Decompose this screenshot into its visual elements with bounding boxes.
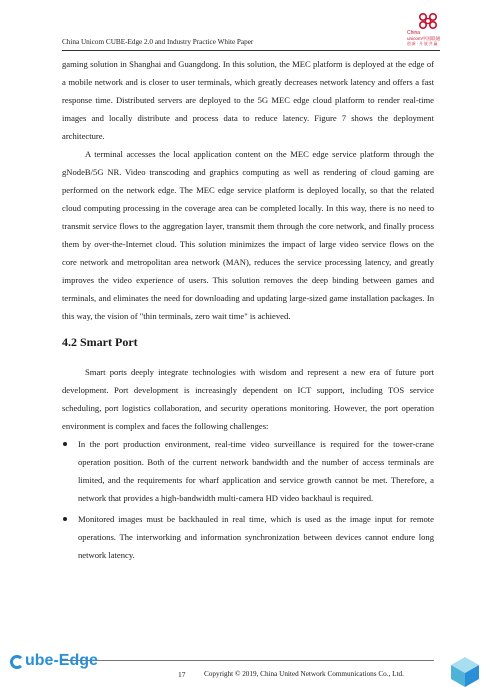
c-ring-icon (10, 655, 24, 669)
footer-brand: ube-Edge (25, 652, 98, 669)
cube-icon (448, 655, 482, 689)
page-body (62, 55, 434, 567)
logo-line-3: 创 新 · 开 放 共 赢 (407, 42, 438, 46)
list-item-text: In the port production environment, real-time video surveillance is required for the tower-crane operation position. Both of the current network bandwidth and the number of access terminals are limited, and the requirements for wharf application and service growth cannot be met. Therefore, a network that provides a high-bandwidth multi-camera HD video backhaul is required. (78, 439, 434, 503)
bullet-icon (63, 442, 67, 446)
logo-line-1: China (407, 30, 421, 36)
section-heading: 4.2 Smart Port (62, 335, 138, 349)
logo-line-2: unicom中国联通 (407, 36, 441, 41)
page-number: 17 (178, 670, 186, 679)
china-unicom-logo (407, 12, 447, 48)
bullet-icon (63, 517, 67, 521)
list-item-text: Monitored images must be backhauled in real time, which is used as the image input for remote operations. The interworking and information synchronization between devices cannot endure long network latency. (78, 514, 434, 560)
paragraph-2: A terminal accesses the local application content on the MEC edge service platform through the gNodeB/5G NR. Video transcoding and graphics computing as well as rendering of cloud gaming are performed on the network edge. The MEC edge service platform is deployed locally, so that the related cloud computing processing in the coverage area can be completed locally. In this way, there is no need to transmit service flows to the aggregation layer, transmit them through the core network, and finally process them by over-the-Internet cloud. This solution minimizes the impact of large video service flows on the core network and metropolitan area network (MAN), reduces the service processing latency, and greatly improves the video experience of users. This solution removes the deep binding between games and terminals, and eliminates the need for downloading and updating large-sized game installation packages. In this way, the vision of "thin terminals, zero wait time" is achieved. (62, 149, 434, 321)
header-title: China Unicom CUBE-Edge 2.0 and Industry Practice White Paper (62, 38, 254, 46)
challenge-list (62, 435, 434, 564)
list-item (62, 510, 434, 564)
list-item (62, 435, 434, 507)
unicom-knot-icon (417, 12, 439, 30)
copyright: Copyright © 2019, China United Network Communications Co., Ltd. (204, 670, 404, 678)
footer-rule (62, 660, 434, 661)
header-rule (62, 50, 440, 51)
paragraph-1: gaming solution in Shanghai and Guangdong. In this solution, the MEC platform is deployed at the edge of a mobile network and is closer to user terminals, which greatly decreases network latency and offers a fast response time. Distributed servers are deployed to the 5G MEC edge cloud platform to render real-time images and locally distribute and process data to reduce latency. Figure 7 shows the deployment architecture. (62, 59, 434, 141)
paragraph-3: Smart ports deeply integrate technologies with wisdom and represent a new era of future port development. Port development is increasingly dependent on ICT support, including TOS service scheduling, port logistics collaboration, and security operations monitoring. However, the port operation environment is complex and faces the following challenges: (62, 367, 434, 431)
cube-edge-logo (10, 652, 98, 670)
